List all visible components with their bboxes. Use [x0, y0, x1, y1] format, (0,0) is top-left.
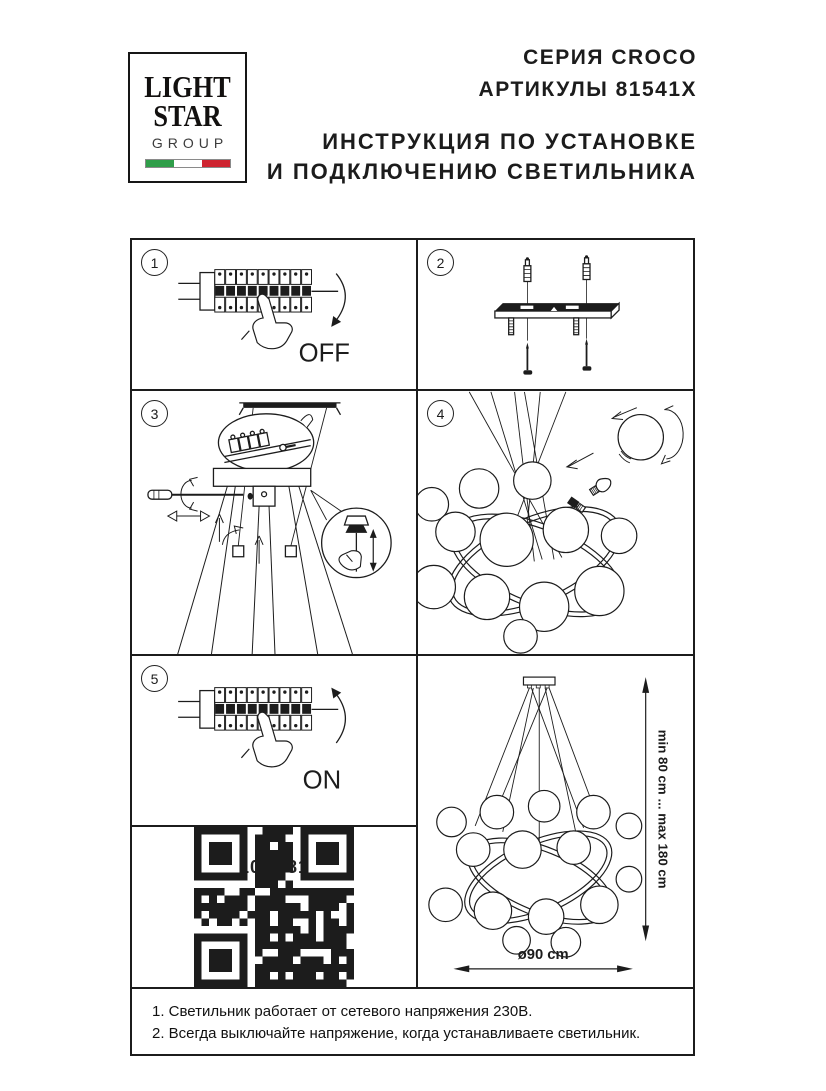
screw-icon — [523, 343, 532, 375]
lightstar-logo — [128, 52, 247, 183]
series-title: СЕРИЯ CROCO — [523, 46, 697, 69]
arrow-up-icon — [331, 688, 345, 743]
wall-plug-icon — [583, 255, 590, 279]
logo-star: STAR — [153, 98, 222, 133]
breaker-on-drawing — [132, 656, 416, 825]
step-5-number: 5 — [141, 665, 168, 692]
screw-icon — [583, 339, 592, 371]
step-5-panel — [130, 654, 416, 825]
canopy-wiring-drawing — [132, 391, 416, 654]
height-dimension — [642, 677, 649, 941]
step-2-number: 2 — [427, 249, 454, 276]
italian-flag-icon — [145, 159, 231, 168]
qr-panel — [130, 825, 416, 989]
chandelier-assembly-drawing — [418, 391, 693, 654]
logo-light: LIGHT — [144, 69, 231, 104]
off-label: OFF — [298, 339, 350, 368]
step-3-panel — [130, 389, 416, 654]
detached-sphere — [618, 415, 663, 460]
wall-plug-icon — [524, 257, 531, 281]
footer-note-1: 1. Светильник работает от сетевого напряжения 230В. — [152, 1003, 533, 1020]
bulb-icon — [588, 475, 614, 498]
qr-right — [287, 857, 353, 987]
threaded-stud-icon — [509, 318, 514, 335]
breaker-off-drawing — [132, 240, 416, 389]
articles-title: АРТИКУЛЫ 81541X — [478, 78, 697, 101]
bracket-drawing — [418, 240, 693, 389]
footer-note-2: 2. Всегда выключайте напряжение, когда устанавливаете светильник. — [152, 1025, 641, 1042]
cable-grip-detail — [322, 508, 391, 577]
diameter-label: ø90 cm — [517, 947, 569, 963]
header — [267, 46, 697, 187]
left-right-arrow-icon — [168, 511, 210, 521]
footer-notes-box — [130, 989, 695, 1056]
rotate-arrow-icon — [661, 406, 683, 464]
step-4-panel — [416, 389, 695, 654]
step-1-number: 1 — [141, 249, 168, 276]
step-2-panel — [416, 238, 695, 389]
on-label: ON — [302, 766, 342, 795]
diameter-dimension — [453, 965, 632, 972]
dimension-drawing — [418, 656, 693, 987]
logo-group: GROUP — [151, 135, 229, 151]
threaded-stud-icon — [574, 318, 579, 335]
step-4-number: 4 — [427, 400, 454, 427]
step-1-panel — [130, 238, 416, 389]
arrow-down-icon — [331, 274, 345, 327]
height-range-label: min 80 cm ... max 180 cm — [655, 729, 671, 889]
instruction-title: ИНСТРУКЦИЯ ПО УСТАНОВКЕ И ПОДКЛЮЧЕНИЮ СВЕТИЛЬНИКА — [266, 129, 697, 184]
screwdriver-icon — [148, 490, 243, 499]
glass-spheres — [429, 790, 642, 957]
step-3-number: 3 — [141, 400, 168, 427]
suspension-cables — [178, 486, 353, 654]
qr-code-815417 — [292, 890, 349, 947]
dimensions-panel — [416, 654, 695, 989]
canopy-plate — [213, 468, 310, 486]
